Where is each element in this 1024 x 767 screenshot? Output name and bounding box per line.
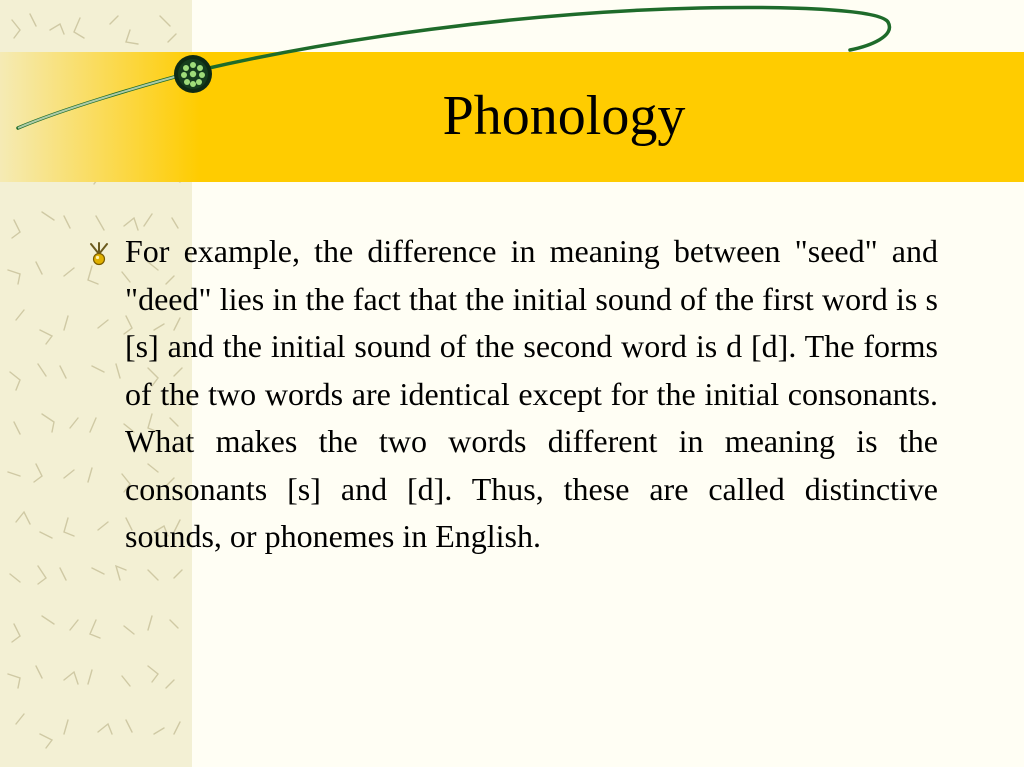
bullet-text: For example, the difference in meaning between "seed" and "deed" lies in the fact that the initial sound of the first word is s [s] and the initial sound of the second word is d [d]. The forms of the two words are identical except for the initial consonants. What makes the two words different in meaning is the consonants [s] and [d]. Thus, these are called distinctive sounds, or phonemes in English. xyxy=(125,233,938,554)
three-line-bullet-icon xyxy=(88,241,110,267)
page-title: Phonology xyxy=(442,85,686,147)
